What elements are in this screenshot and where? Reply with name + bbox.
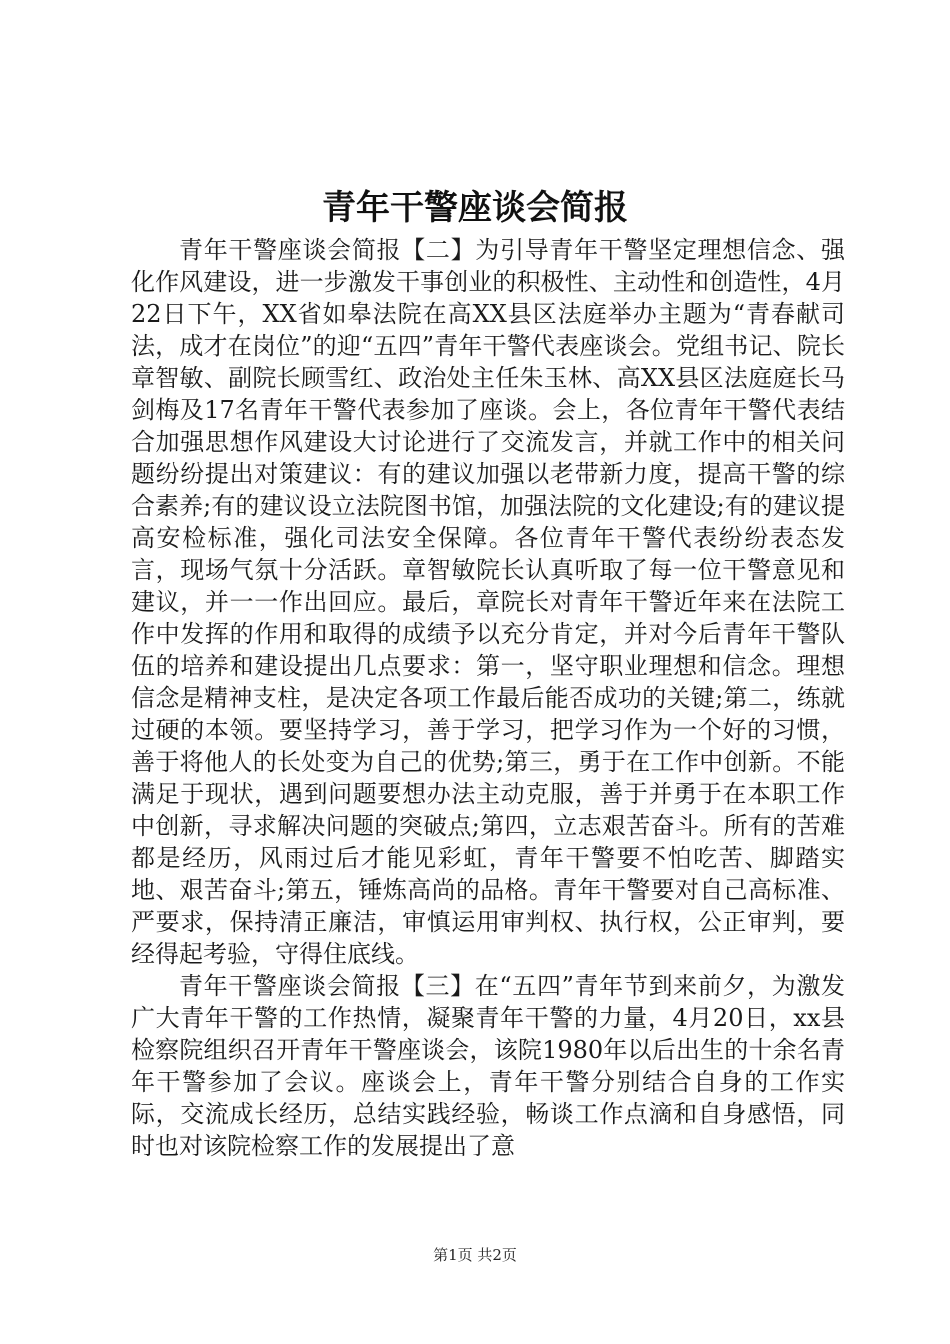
paragraph-report-3: 青年干警座谈会简报【三】在“五四”青年节到来前夕，为激发广大青年干警的工作热情，凝聚青年干警的力量，4月20日，xx县检察院组织召开青年干警座谈会，该院1980年以后出生的十余名青年干警参加了会议。座谈会上，青年干警分别结合自身的工作实际，交流成长经历，总结实践经验，畅谈工作点滴和自身感悟，同时也对该院检察工作的发展提出了意 <box>131 972 845 1160</box>
document-body <box>131 234 845 1162</box>
paragraph-report-2: 青年干警座谈会简报【二】为引导青年干警坚定理想信念、强化作风建设，进一步激发干事创业的积极性、主动性和创造性，4月22日下午，XX省如皋法院在高XX县区法庭举办主题为“青春献司法，成才在岗位”的迎“五四”青年干警代表座谈会。党组书记、院长章智敏、副院长顾雪红、政治处主任朱玉林、高XX县区法庭庭长马剑梅及17名青年干警代表参加了座谈。会上，各位青年干警代表结合加强思想作风建设大讨论进行了交流发言，并就工作中的相关问题纷纷提出对策建议：有的建议加强以老带新力度，提高干警的综合素养;有的建议设立法院图书馆，加强法院的文化建设;有的建议提高安检标准，强化司法安全保障。各位青年干警代表纷纷表态发言，现场气氛十分活跃。章智敏院长认真听取了每一位干警意见和建议，并一一作出回应。最后，章院长对青年干警近年来在法院工作中发挥的作用和取得的成绩予以充分肯定，并对今后青年干警队伍的培养和建设提出几点要求：第一，坚守职业理想和信念。理想信念是精神支柱，是决定各项工作最后能否成功的关键;第二，练就过硬的本领。要坚持学习，善于学习，把学习作为一个好的习惯，善于将他人的长处变为自己的优势;第三，勇于在工作中创新。不能满足于现状，遇到问题要想办法主动克服，善于并勇于在本职工作中创新，寻求解决问题的突破点;第四，立志艰苦奋斗。所有的苦难都是经历，风雨过后才能见彩虹，青年干警要不怕吃苦、脚踏实地、艰苦奋斗;第五，锤炼高尚的品格。青年干警要对自己高标准、严要求，保持清正廉洁，审慎运用审判权、执行权，公正审判，要经得起考验，守得住底线。 <box>131 236 845 968</box>
document-title: 青年干警座谈会简报 <box>322 188 628 228</box>
page-number-footer: 第1页 共2页 <box>433 1246 517 1264</box>
